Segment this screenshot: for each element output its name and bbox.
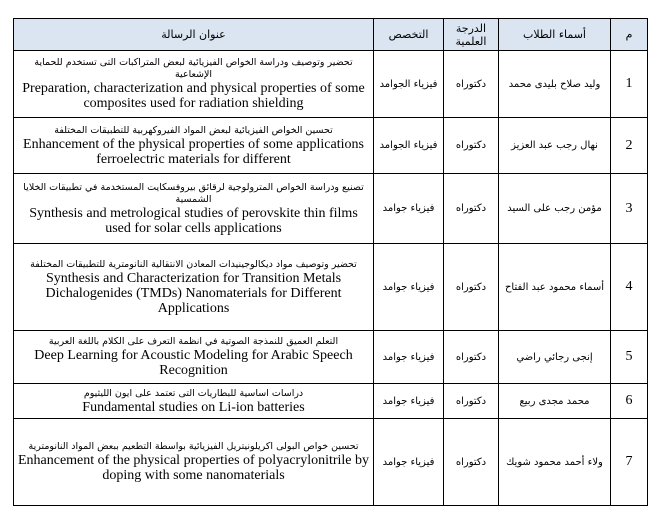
degree: دكتوراه — [444, 419, 499, 506]
student-name: مؤمن رجب على السيد — [499, 174, 611, 244]
header-num: م — [611, 19, 648, 51]
table-row — [14, 174, 648, 244]
thesis-title-arabic: تحسين خواص البولى اكريلونيتريل الفيزيائية بواسطة التطعيم ببعض المواد النانومترية — [28, 441, 359, 452]
thesis-title-english: Synthesis and metrological studies of perovskite thin films used for solar cells applications — [29, 205, 358, 236]
degree: دكتوراه — [444, 51, 499, 118]
header-name: أسماء الطلاب — [499, 19, 611, 51]
specialty: فيزياء جوامد — [374, 384, 444, 419]
student-name: وليد صلاح بليدى محمد — [499, 51, 611, 118]
header-row — [14, 19, 648, 51]
specialty: فيزياء جوامد — [374, 419, 444, 506]
thesis-title-arabic: تحسين الخواص الفيزيائية لبعض المواد الفيروكهربية للتطبيقات المختلفة — [54, 124, 333, 136]
header-specialty: التخصص — [374, 19, 444, 51]
row-num: 2 — [611, 118, 648, 174]
degree: دكتوراه — [444, 118, 499, 174]
thesis-title-english: Enhancement of the physical properties of polyacrylonitrile by doping with some nanomaterials — [17, 453, 370, 483]
specialty: فيزياء جوامد — [374, 331, 444, 384]
thesis-title-english: Deep Learning for Acoustic Modeling for Arabic Speech Recognition — [34, 348, 353, 378]
thesis-title-english: Fundamental studies on Li-ion batteries — [82, 399, 305, 415]
thesis-title-arabic: تصنيع ودراسة الخواص المترولوجية لرقائق بيروفسكايت المستخدمة في تطبيقات الخلايا الشمسية — [23, 181, 364, 205]
thesis-title-english: Preparation, characterization and physical properties of some composites used for radiation shielding — [22, 81, 365, 111]
table-row — [14, 118, 648, 174]
degree: دكتوراه — [444, 331, 499, 384]
row-num: 7 — [611, 419, 648, 506]
thesis-title-english: Enhancement of the physical properties of some applications ferroelectric materials for different — [23, 136, 364, 167]
row-num: 4 — [611, 244, 648, 331]
thesis-title-arabic: تحضير وتوصيف مواد ديكالوجينيدات المعادن الانتقالية النانومترية للتطبيقات المختلفة — [30, 258, 357, 270]
row-num: 3 — [611, 174, 648, 244]
row-num: 6 — [611, 384, 648, 419]
table-row — [14, 244, 648, 331]
thesis-title-arabic: التعلم العميق للنمذجة الصوتية في انظمة التعرف على الكلام باللغة العربية — [48, 336, 339, 347]
specialty: فيزياء الجوامد — [374, 118, 444, 174]
thesis-title — [14, 174, 374, 244]
header-title: عنوان الرسالة — [14, 19, 374, 51]
thesis-title — [14, 118, 374, 174]
student-name: نهال رجب عبد العزيز — [499, 118, 611, 174]
thesis-title — [14, 51, 374, 118]
table-row — [14, 384, 648, 419]
degree: دكتوراه — [444, 384, 499, 419]
thesis-title-arabic: دراسات اساسية للبطاريات التى تعتمد على ايون الليثيوم — [83, 387, 304, 399]
degree: دكتوراه — [444, 174, 499, 244]
student-name: ولاء أحمد محمود شويك — [499, 419, 611, 506]
thesis-table — [13, 18, 648, 506]
thesis-title — [14, 384, 374, 419]
student-name: أسماء محمود عبد الفتاح — [499, 244, 611, 331]
student-name: محمد مجدى ربيع — [499, 384, 611, 419]
row-num: 5 — [611, 331, 648, 384]
degree: دكتوراه — [444, 244, 499, 331]
thesis-title — [14, 419, 374, 506]
specialty: فيزياء جوامد — [374, 174, 444, 244]
header-degree: الدرجة العلمية — [444, 19, 499, 51]
thesis-title-english: Synthesis and Characterization for Transition Metals Dichalogenides (TMDs) Nanomaterials for Different Applications — [45, 270, 342, 316]
specialty: فيزياء الجوامد — [374, 51, 444, 118]
specialty: فيزياء جوامد — [374, 244, 444, 331]
row-num: 1 — [611, 51, 648, 118]
student-name: إنجى رجائي راضي — [499, 331, 611, 384]
thesis-title-arabic: تحضير وتوصيف ودراسة الخواص الفيزيائية لبعض المتراكبات التى تستخدم للحماية الإشعاعية — [34, 57, 353, 80]
table-row — [14, 331, 648, 384]
table-row — [14, 51, 648, 118]
table-row — [14, 419, 648, 506]
thesis-title — [14, 331, 374, 384]
thesis-title — [14, 244, 374, 331]
